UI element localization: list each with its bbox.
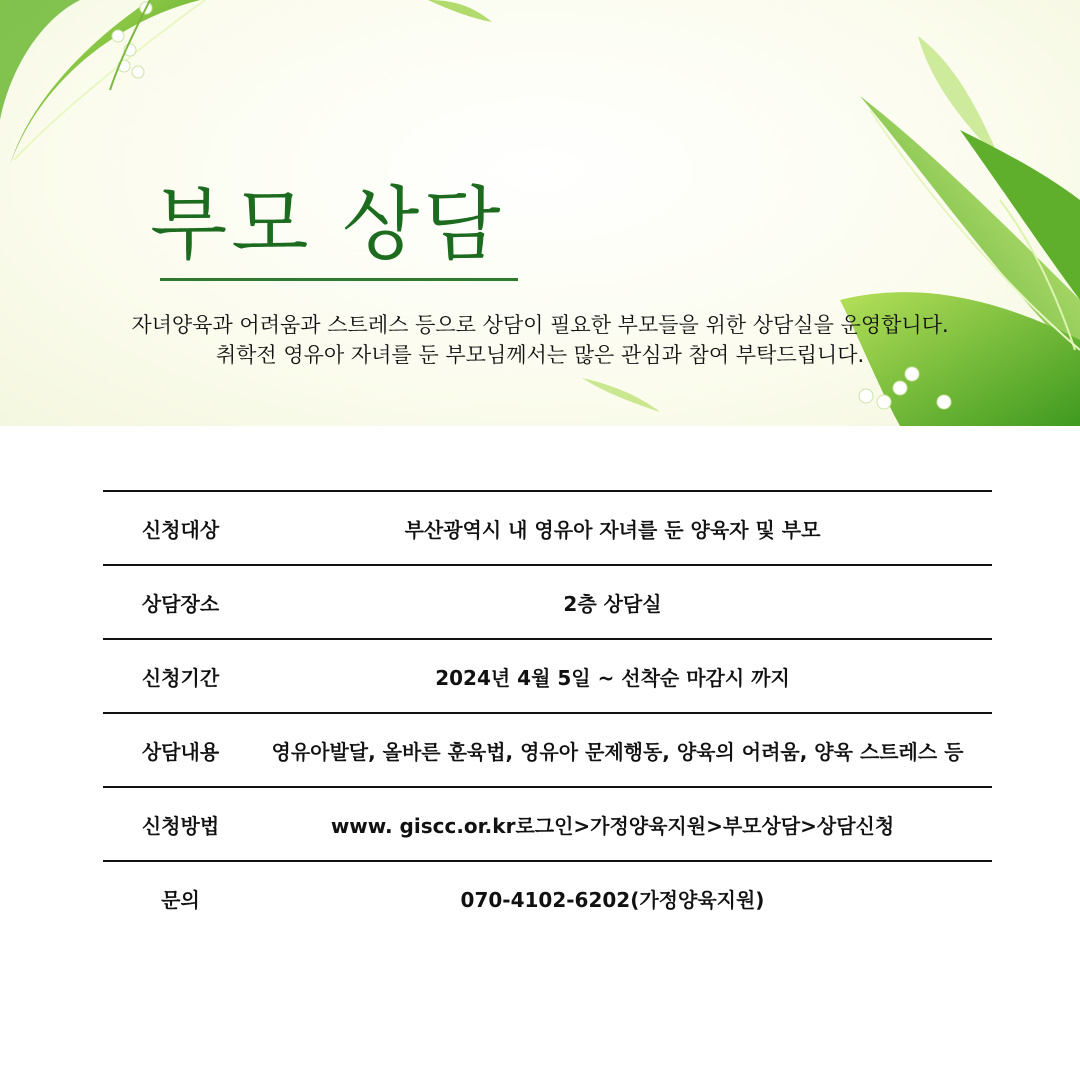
intro-text [40,310,1040,370]
row-label-method: 신청방법 [141,813,220,838]
row-value-method[interactable]: www. giscc.or.kr로그인>가정양육지원>부모상담>상담신청 [330,813,895,838]
hero-banner [0,0,1080,426]
intro-line-1: 자녀양육과 어려움과 스트레스 등으로 상담이 필요한 부모들을 위한 상담실을 운영합니다. [131,313,949,337]
row-value-period: 2024년 4월 5일 ~ 선착순 마감시 까지 [435,665,790,690]
row-value-contact: 070-4102-6202(가정양육지원) [460,887,765,912]
row-label-target: 신청대상 [141,517,220,542]
table-row [103,566,992,638]
info-table [103,490,992,934]
row-label-period: 신청기간 [141,665,220,690]
row-value-location: 2층 상담실 [563,591,662,616]
table-row [103,714,992,786]
table-row [103,492,992,564]
row-label-content: 상담내용 [141,739,220,764]
table-row [103,788,992,860]
table-row [103,862,992,934]
row-value-content: 영유아발달, 올바른 훈육법, 영유아 문제행동, 양육의 어려움, 양육 스트레스 등 [271,739,964,764]
intro-line-2: 취학전 영유아 자녀를 둔 부모님께서는 많은 관심과 참여 부탁드립니다. [215,343,865,367]
title-underline [160,278,518,281]
row-label-contact: 문의 [161,887,200,912]
row-label-location: 상담장소 [141,591,220,616]
row-value-target: 부산광역시 내 영유아 자녀를 둔 양육자 및 부모 [404,517,821,542]
page-title: 부모 상담 [150,178,505,271]
table-row [103,640,992,712]
